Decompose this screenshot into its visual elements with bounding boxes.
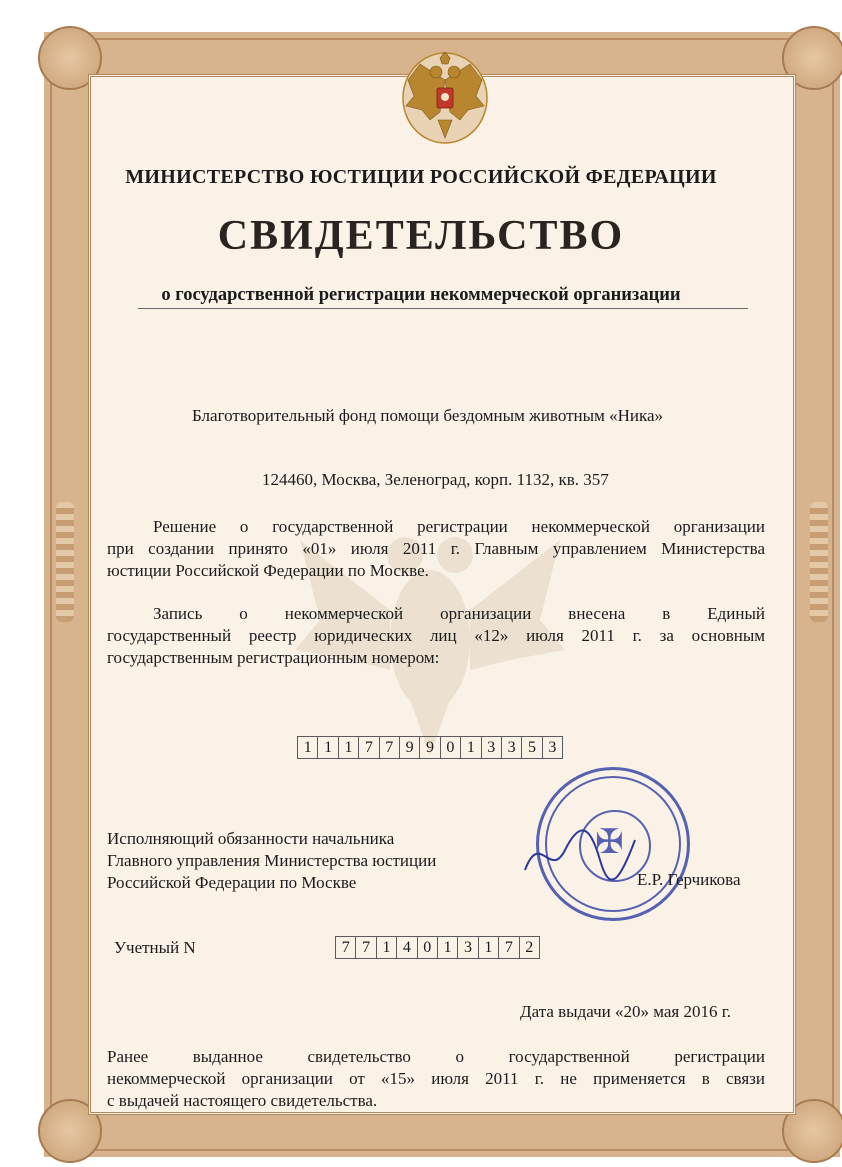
account-digit-box: 1 (437, 936, 458, 959)
organization-address: 124460, Москва, Зеленоград, корп. 1132, кв. 357 (262, 470, 609, 489)
account-digit-box: 7 (335, 936, 356, 959)
record-line: государственный реестр юридических лиц «12» июля 2011 г. за основным (107, 626, 765, 645)
record-line: Запись о некоммерческой организации внесена в Единый (153, 604, 765, 623)
ogrn-digit-box: 7 (358, 736, 379, 759)
document-title: СВИДЕТЕЛЬСТВО (217, 213, 625, 259)
ogrn-digit-box: 1 (297, 736, 318, 759)
account-digit-box: 2 (519, 936, 540, 959)
subtitle-underline (138, 308, 748, 309)
issue-date: Дата выдачи «20» мая 2016 г. (520, 1002, 732, 1021)
ministry-heading: МИНИСТЕРСТВО ЮСТИЦИИ РОССИЙСКОЙ ФЕДЕРАЦИИ (125, 166, 717, 188)
ogrn-digit-box: 1 (317, 736, 338, 759)
signature-icon (520, 820, 640, 890)
record-line: государственным регистрационным номером: (107, 648, 440, 667)
note-line: с выдачей настоящего свидетельства. (107, 1091, 378, 1110)
previous-certificate-note (107, 1046, 765, 1112)
russian-coat-of-arms-icon (400, 50, 490, 145)
document-subtitle: о государственной регистрации некоммерческой организации (161, 285, 681, 305)
seal-eagle-icon: ✠ (595, 822, 624, 862)
official-line: Главного управления Министерства юстиции (107, 851, 437, 870)
decision-line: юстиции Российской Федерации по Москве. (107, 561, 429, 580)
signer-name: Е.Р. Герчикова (637, 870, 741, 889)
decision-paragraph (107, 516, 765, 582)
ogrn-digit-box: 1 (460, 736, 481, 759)
official-line: Российской Федерации по Москве (107, 873, 357, 892)
note-line: Ранее выданное свидетельство о государственной регистрации (107, 1047, 765, 1066)
account-digit-box: 7 (355, 936, 376, 959)
ogrn-digit-box: 3 (481, 736, 502, 759)
account-number-label: Учетный N (114, 938, 196, 957)
account-number-boxes (336, 936, 540, 959)
official-title (107, 828, 436, 894)
account-digit-box: 7 (498, 936, 519, 959)
ogrn-digit-box: 7 (379, 736, 400, 759)
ogrn-digit-box: 9 (419, 736, 440, 759)
ogrn-digit-box: 5 (521, 736, 542, 759)
organization-name: Благотворительный фонд помощи бездомным животным «Ника» (192, 406, 663, 425)
account-digit-box: 0 (417, 936, 438, 959)
account-digit-box: 3 (457, 936, 478, 959)
official-line: Исполняющий обязанности начальника (107, 829, 395, 848)
account-digit-box: 1 (376, 936, 397, 959)
note-line: некоммерческой организации от «15» июля 2011 г. не применяется в связи (107, 1069, 765, 1088)
record-paragraph (107, 603, 765, 669)
account-digit-box: 1 (478, 936, 499, 959)
ogrn-number-boxes (298, 736, 563, 759)
ogrn-digit-box: 9 (399, 736, 420, 759)
ogrn-digit-box: 0 (440, 736, 461, 759)
ogrn-digit-box: 1 (338, 736, 359, 759)
account-digit-box: 4 (396, 936, 417, 959)
decision-line: Решение о государственной регистрации некоммерческой организации (153, 517, 765, 536)
ogrn-digit-box: 3 (501, 736, 522, 759)
ogrn-digit-box: 3 (542, 736, 563, 759)
decision-line: при создании принято «01» июля 2011 г. Главным управлением Министерства (107, 539, 765, 558)
